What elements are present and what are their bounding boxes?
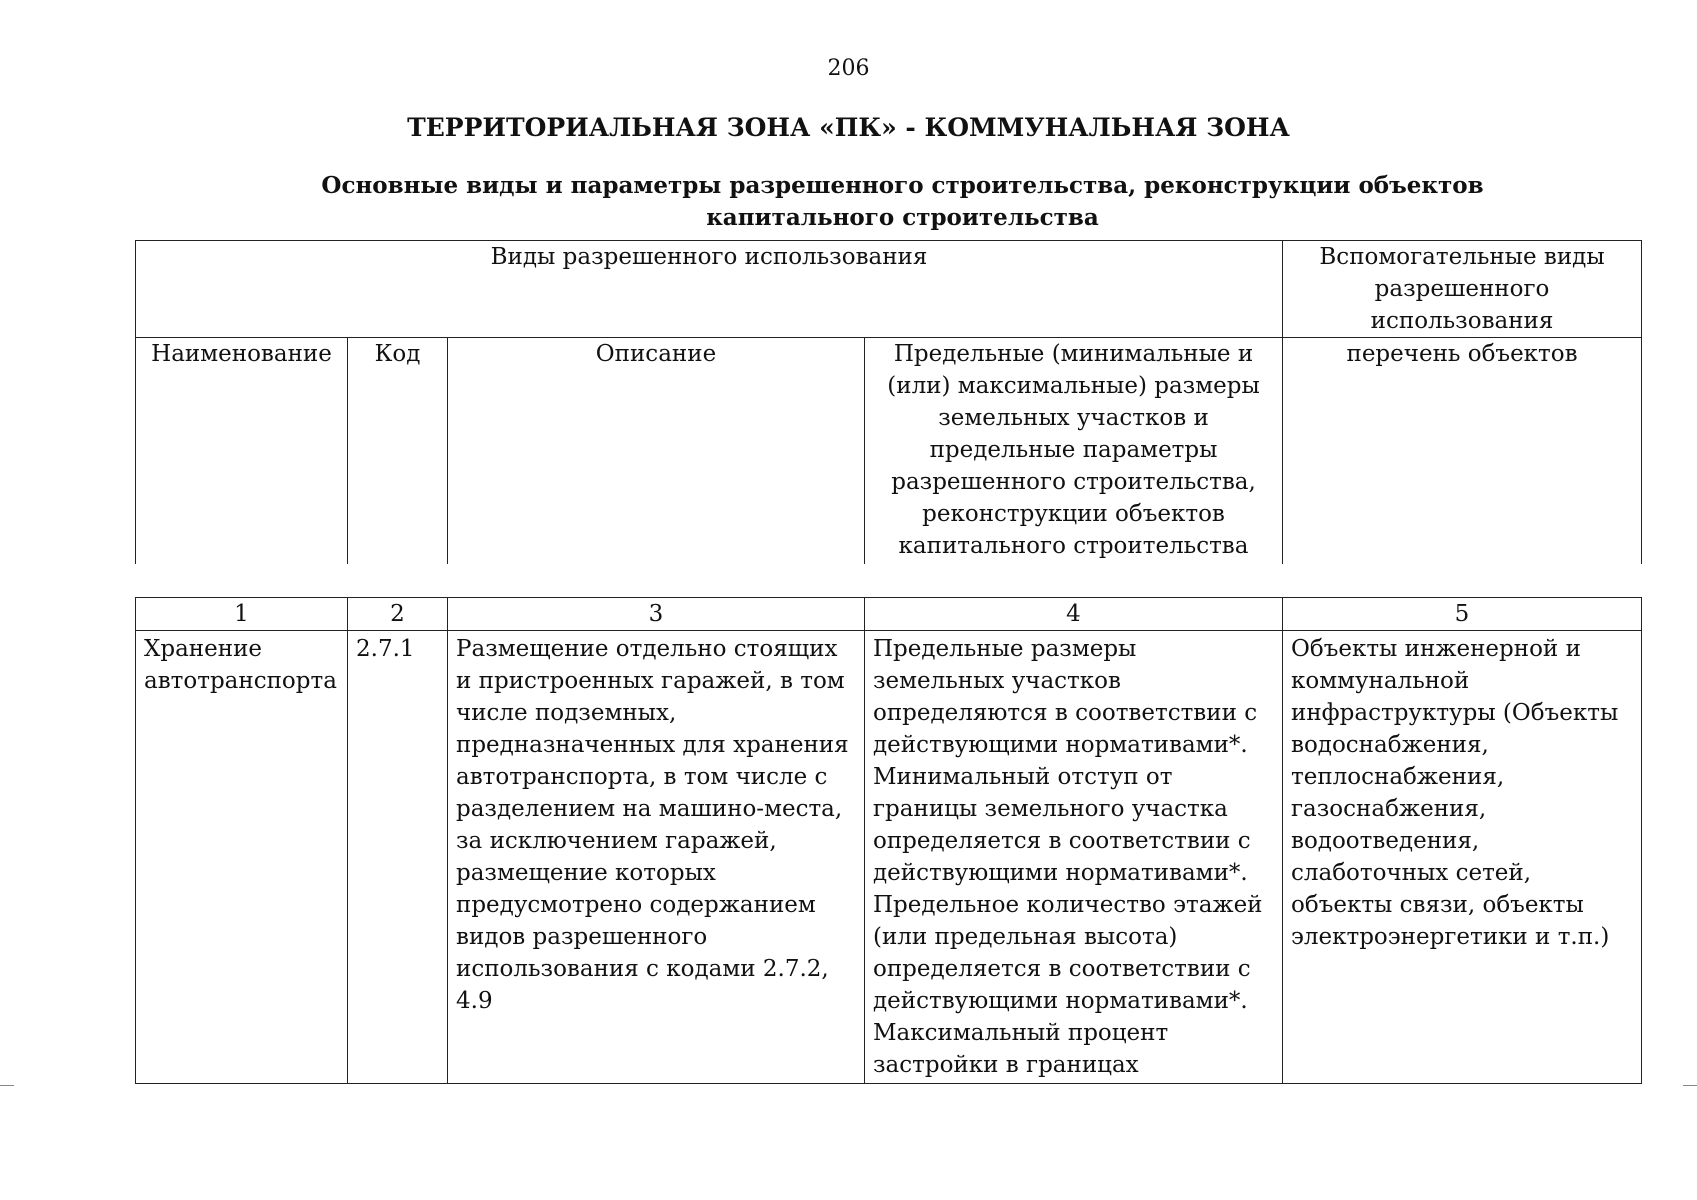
row-code: 2.7.1 — [348, 631, 448, 1084]
header-description: Описание — [448, 338, 865, 565]
header-limits: Предельные (минимальные и (или) максимальные) размеры земельных участков и предельные параметры разрешенного строительства, реконструкции объектов капитального строительства — [865, 338, 1283, 565]
limits-line: Предельные размеры земельных участков определяются в соответствии с действующими нормативами*. — [873, 636, 1258, 758]
section-title: Основные виды и параметры разрешенного строительства, реконструкции объектов капитального строительства — [321, 172, 1484, 231]
header-code: Код — [348, 338, 448, 565]
limits-line: Предельное количество этажей (или предельная высота) определяется в соответствии с действующими нормативами*. — [873, 892, 1263, 1014]
row-limits — [865, 631, 1283, 1084]
header-columns-row — [136, 338, 1642, 565]
header-group-main: Виды разрешенного использования — [136, 241, 1283, 338]
column-number: 3 — [448, 598, 865, 631]
zone-title: ТЕРРИТОРИАЛЬНАЯ ЗОНА «ПК» - КОММУНАЛЬНАЯ ЗОНА — [407, 113, 1290, 142]
column-number: 5 — [1283, 598, 1642, 631]
limits-line: Максимальный процент застройки в границах — [873, 1020, 1169, 1078]
header-table — [135, 240, 1642, 564]
header-aux-list: перечень объектов — [1283, 338, 1642, 565]
column-number: 4 — [865, 598, 1283, 631]
body-table — [135, 597, 1642, 1084]
page-edge-mark — [1683, 1085, 1697, 1086]
page-number: 206 — [827, 56, 870, 81]
table-row — [136, 631, 1642, 1084]
column-number: 2 — [348, 598, 448, 631]
row-description: Размещение отдельно стоящих и пристроенных гаражей, в том числе подземных, предназначенных для хранения автотранспорта, в том числе с разделением на машино-места, за исключением гаражей, размещение которых предусмотрено содержанием видов разрешенного использования с кодами 2.7.2, 4.9 — [448, 631, 865, 1084]
row-name: Хранение автотранспорта — [136, 631, 348, 1084]
header-group-aux: Вспомогательные виды разрешенного использования — [1283, 241, 1642, 338]
header-group-row — [136, 241, 1642, 338]
limits-line: Минимальный отступ от границы земельного участка определяется в соответствии с действующими нормативами*. — [873, 764, 1251, 886]
page-edge-mark — [0, 1085, 14, 1086]
column-number: 1 — [136, 598, 348, 631]
header-name: Наименование — [136, 338, 348, 565]
column-number-row — [136, 598, 1642, 631]
row-aux: Объекты инженерной и коммунальной инфраструктуры (Объекты водоснабжения, теплоснабжения, газоснабжения, водоотведения, слаботочных сетей, объекты связи, объекты электроэнергетики и т.п.) — [1283, 631, 1642, 1084]
